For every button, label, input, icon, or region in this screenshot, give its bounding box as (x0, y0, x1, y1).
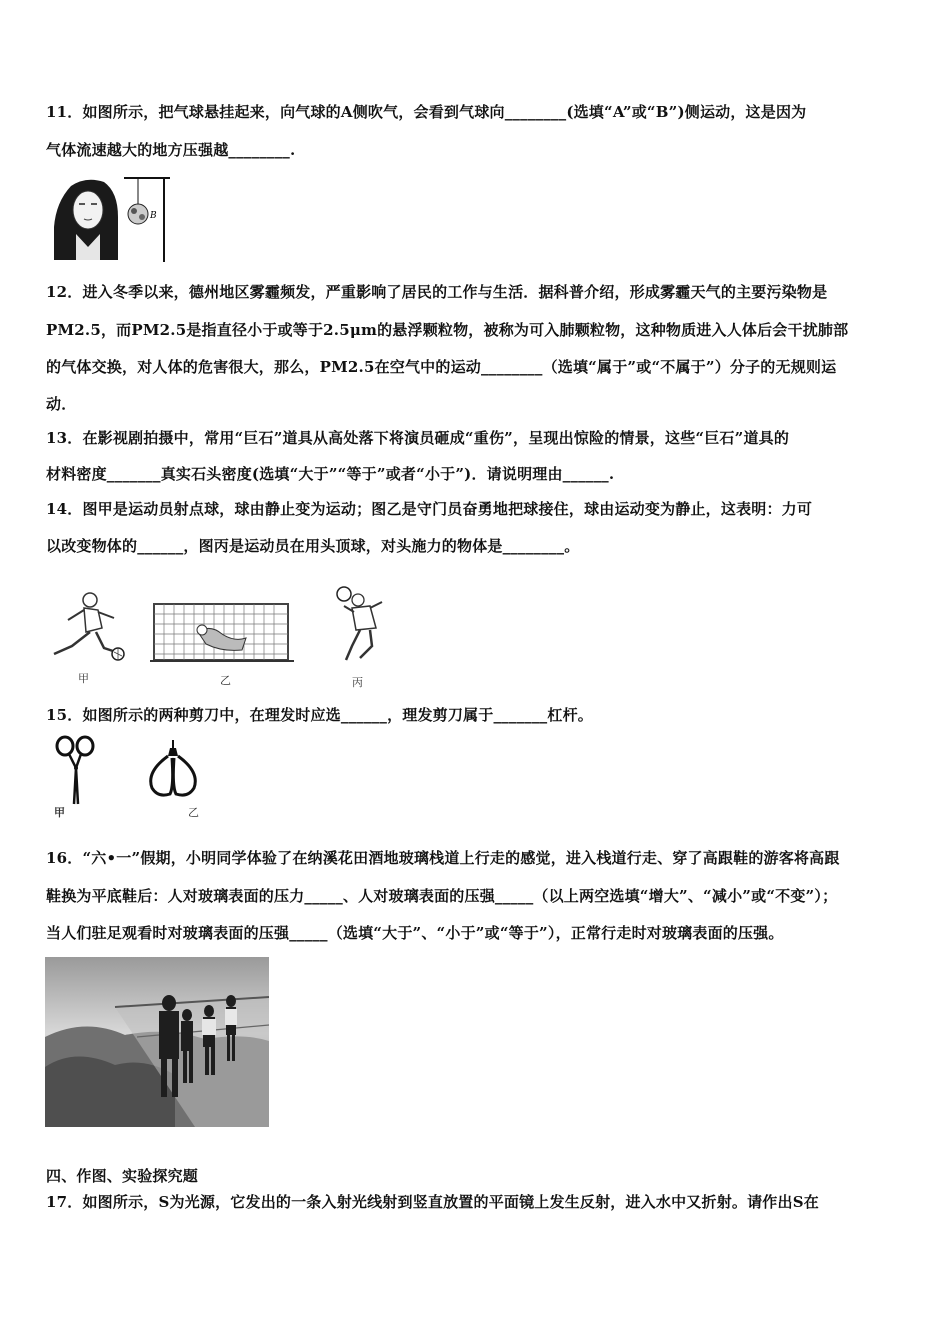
q11-line-1: 11．如图所示，把气球悬挂起来，向气球的A侧吹气，会看到气球向________(选填“A”或“B”)侧运动，这是因为 (46, 103, 807, 121)
scissors-jia-figure (54, 734, 98, 806)
q11-line-2: 气体流速越大的地方压强越________. (46, 141, 296, 159)
q15-line-1: 15．如图所示的两种剪刀中，在理发时应选______，理发剪刀属于_______杠杆。 (46, 706, 593, 724)
kicker-figure (46, 588, 126, 668)
q12-line-1: 12．进入冬季以来，德州地区雾霾频发，严重影响了居民的工作与生活．据科普介绍，形成雾霾天气的主要污染物是 (46, 283, 828, 301)
glass-walkway-photo (45, 957, 269, 1127)
q14-line-1: 14．图甲是运动员射点球，球由静止变为运动；图乙是守门员奋勇地把球接住，球由运动变为静止，这表明：力可 (46, 500, 813, 518)
q16-line-1: 16．“六•一”假期，小明同学体验了在纳溪花田酒地玻璃栈道上行走的感觉，进入栈道行走、穿了高跟鞋的游客将高跟 (46, 849, 840, 867)
q17-line-1: 17．如图所示，S为光源，它发出的一条入射光线射到竖直放置的平面镜上发生反射，进入水中又折射。请作出S在 (46, 1193, 819, 1211)
q12-line-2: PM2.5，而PM2.5是指直径小于或等于2.5μm的悬浮颗粒物，被称为可入肺颗粒物，这种物质进入人体后会干扰肺部 (46, 321, 849, 339)
balloon-label-b: B (150, 211, 157, 221)
q16-line-3: 当人们驻足观看时对玻璃表面的压强_____（选填“大于”、“小于”或“等于”），正常行走时对玻璃表面的压强。 (46, 924, 784, 942)
goalkeeper-figure (150, 598, 294, 664)
caption-scissors-yi: 乙 (188, 806, 199, 819)
header-figure (330, 584, 390, 666)
caption-scissors-jia: 甲 (54, 806, 65, 819)
scissors-yi-figure (140, 736, 206, 802)
q12-line-4: 动． (46, 395, 77, 413)
caption-jia: 甲 (78, 672, 89, 685)
section-title: 四、作图、实验探究题 (46, 1167, 199, 1185)
caption-bing: 丙 (352, 676, 363, 689)
caption-yi: 乙 (220, 674, 231, 687)
q16-line-2: 鞋换为平底鞋后：人对玻璃表面的压力_____、人对玻璃表面的压强_____（以上两空选填“增大”、“减小”或“不变”）； (46, 887, 838, 905)
q13-line-1: 13．在影视剧拍摄中，常用“巨石”道具从高处落下将演员砸成“重伤”，呈现出惊险的情景，这些“巨石”道具的 (46, 429, 790, 447)
q13-line-2: 材料密度_______真实石头密度(选填“大于”“等于”或者“小于”)．请说明理由______. (46, 465, 615, 483)
q12-line-3: 的气体交换，对人体的危害很大，那么，PM2.5在空气中的运动________（选填“属于”或“不属于”）分子的无规则运 (46, 358, 837, 376)
balloon-figure (46, 172, 176, 262)
q14-line-2: 以改变物体的______，图丙是运动员在用头顶球，对头施力的物体是________。 (46, 537, 580, 555)
